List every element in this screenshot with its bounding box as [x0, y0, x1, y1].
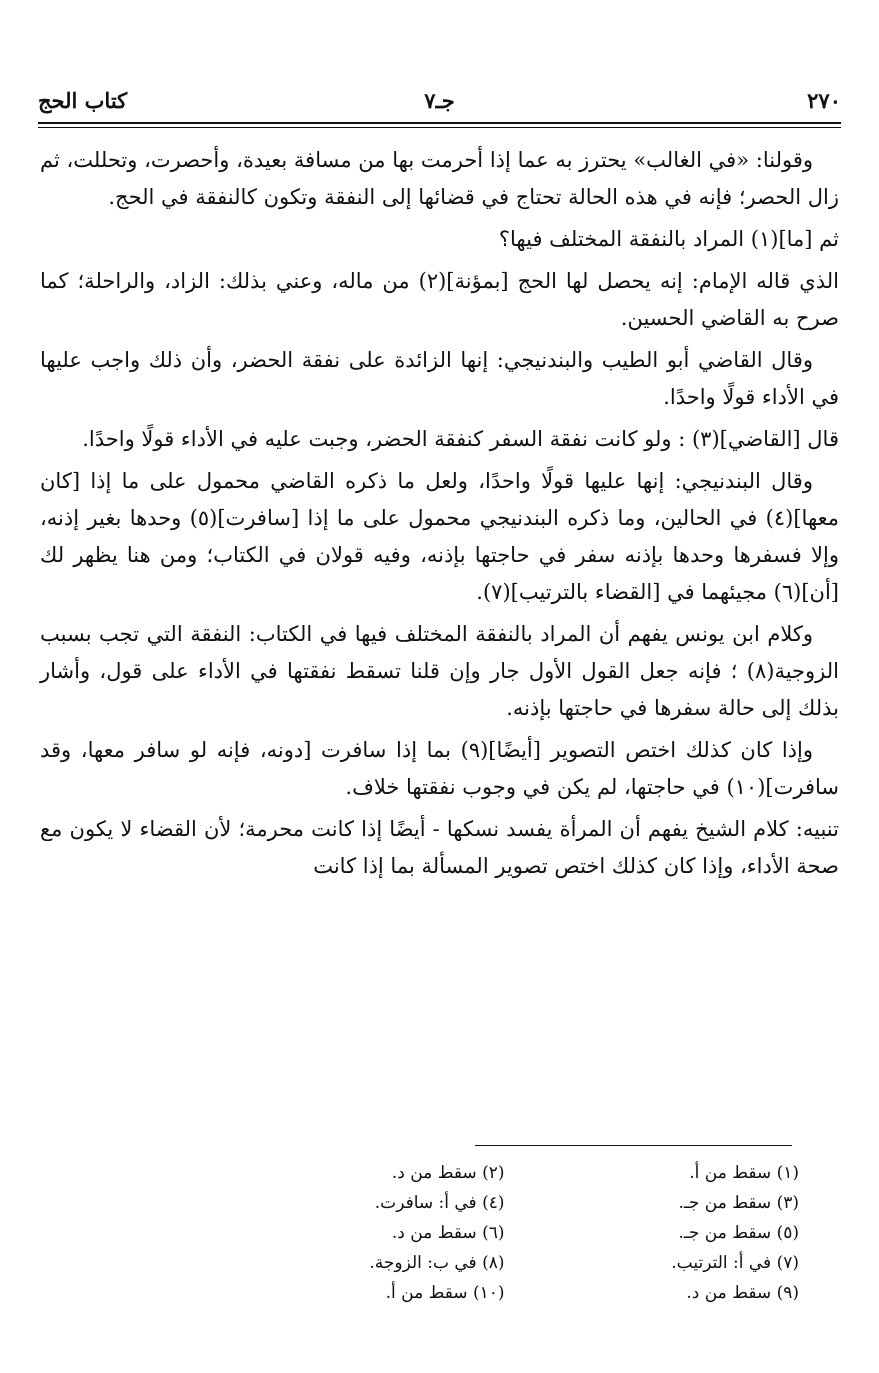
footnote: (٧) في أ: الترتيب.	[671, 1253, 799, 1273]
footnote: (٦) سقط من د.	[391, 1223, 505, 1243]
paragraph: وقال البندنيجي: إنها عليها قولًا واحدًا، ولعل ما ذكره القاضي محمول على ما إذا [كان معها](٤) في الحالين، وما ذكره البندنيجي محمول على ما إذا [سافرت](٥) وحدها بغير إذنه، وإلا فسفرها وحدها بإذنه سفر في حاجتها بإذنه، وفيه قولان في الكتاب؛ ومن هنا يظهر لك [أن](٦) مجيئهما في [القضاء بالترتيب](٧).	[40, 469, 839, 604]
book-title: كتاب الحج	[38, 88, 128, 113]
page-header	[38, 88, 841, 122]
volume-label: جـ٧	[424, 88, 455, 113]
footnote: (٨) في ب: الزوجة.	[369, 1253, 505, 1273]
paragraph: تنبيه: كلام الشيخ يفهم أن المرأة يفسد نسكها - أيضًا إذا كانت محرمة؛ لأن القضاء لا يكون مع صحة الأداء، وإذا كان كذلك اختص تصوير المسألة بما إذا كانت	[40, 817, 839, 878]
footnote: (٥) سقط من جـ.	[678, 1223, 799, 1243]
header-rule-thick	[38, 122, 841, 124]
footnote: (٣) سقط من جـ.	[678, 1193, 799, 1213]
paragraph: وقال القاضي أبو الطيب والبندنيجي: إنها الزائدة على نفقة الحضر، وأن ذلك واجب عليها في الأداء قولًا واحدًا.	[40, 348, 839, 409]
footnote: (١٠) سقط من أ.	[385, 1283, 505, 1303]
paragraph: الذي قاله الإمام: إنه يحصل لها الحج [بمؤنة](٢) من ماله، وعني بذلك: الزاد، والراحلة؛ كما صرح به القاضي الحسين.	[40, 269, 839, 330]
paragraph: وقولنا: «في الغالب» يحترز به عما إذا أحرمت بها من مسافة بعيدة، وأحصرت، وتحللت، ثم زال الحصر؛ فإنه في هذه الحالة تحتاج في قضائها إلى النفقة وتكون كالنفقة في الحج.	[40, 148, 839, 209]
paragraph: قال [القاضي](٣) : ولو كانت نفقة السفر كنفقة الحضر، وجبت عليه في الأداء قولًا واحدًا.	[82, 427, 839, 451]
header-rule-thin	[38, 127, 841, 128]
footnotes	[230, 1158, 799, 1308]
page-number: ٢٧٠	[807, 88, 841, 113]
footnote: (٢) سقط من د.	[391, 1163, 505, 1183]
footnote: (٩) سقط من د.	[686, 1283, 799, 1303]
paragraph: ثم [ما](١) المراد بالنفقة المختلف فيها؟	[498, 227, 839, 251]
paragraph: وكلام ابن يونس يفهم أن المراد بالنفقة المختلف فيها في الكتاب: النفقة التي تجب بسبب الزوجية(٨) ؛ فإنه جعل القول الأول جار وإن قلنا تسقط نفقتها في الأداء على قول، وأشار بذلك إلى حالة سفرها في حاجتها بإذنه.	[40, 622, 839, 720]
main-text	[40, 142, 839, 890]
paragraph: وإذا كان كذلك اختص التصوير [أيضًا](٩) بما إذا سافرت [دونه، فإنه لو سافر معها، وقد سافرت](١٠) في حاجتها، لم يكن في وجوب نفقتها خلاف.	[40, 738, 839, 799]
footnote: (١) سقط من أ.	[689, 1163, 799, 1183]
footnote: (٤) في أ: سافرت.	[374, 1193, 505, 1213]
footnote-separator	[475, 1145, 792, 1146]
